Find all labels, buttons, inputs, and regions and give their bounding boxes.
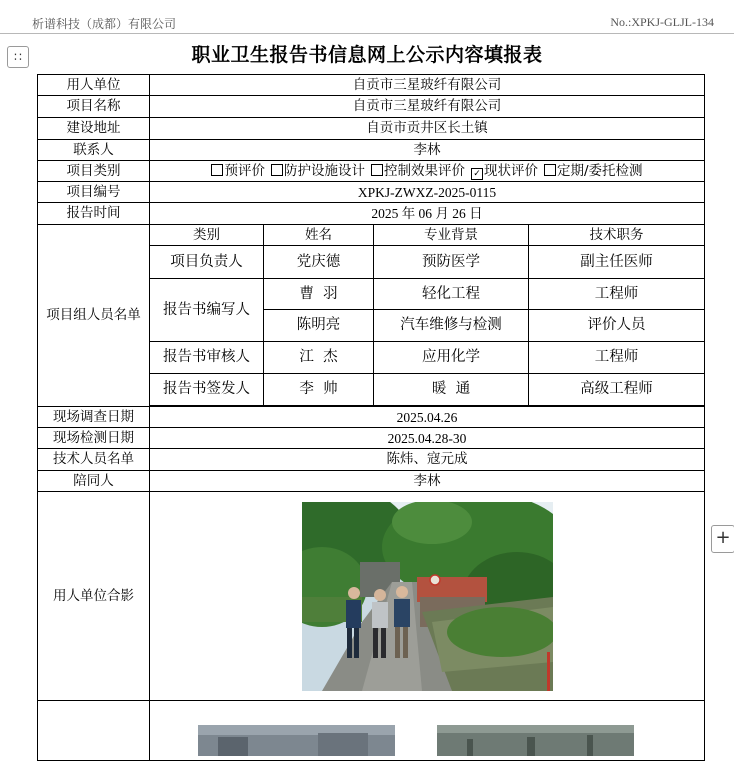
row-project-name bbox=[38, 96, 705, 118]
page-title: 职业卫生报告书信息网上公示内容填报表 bbox=[191, 44, 543, 66]
member-background[interactable]: 应用化学 bbox=[374, 342, 529, 374]
group-photo-label: 用人单位合影 bbox=[38, 492, 150, 701]
row-companion bbox=[38, 471, 705, 492]
member-category: 项目负责人 bbox=[150, 246, 264, 279]
type-option[interactable]: 定期/委托检测 bbox=[544, 163, 643, 180]
table-move-handle-icon[interactable]: ∷ bbox=[7, 46, 29, 68]
row-project-no bbox=[38, 182, 705, 203]
checkbox-icon[interactable] bbox=[544, 164, 556, 176]
member-background[interactable]: 轻化工程 bbox=[374, 279, 529, 310]
member-title[interactable]: 工程师 bbox=[529, 342, 705, 374]
test-date-label: 现场检测日期 bbox=[38, 428, 150, 449]
member-background[interactable]: 汽车维修与检测 bbox=[374, 310, 529, 342]
row-contact bbox=[38, 140, 705, 161]
project-type-label: 项目类别 bbox=[38, 161, 150, 182]
test-date-value[interactable]: 2025.04.28-30 bbox=[150, 428, 705, 449]
technicians-value[interactable]: 陈炜、寇元成 bbox=[150, 449, 705, 471]
survey-date-value[interactable]: 2025.04.26 bbox=[150, 407, 705, 428]
member-name[interactable]: 党庆德 bbox=[264, 246, 374, 279]
survey-date-label: 现场调查日期 bbox=[38, 407, 150, 428]
members-header-background: 专业背景 bbox=[374, 225, 529, 246]
member-title[interactable]: 副主任医师 bbox=[529, 246, 705, 279]
member-background[interactable]: 预防医学 bbox=[374, 246, 529, 279]
checkbox-icon[interactable] bbox=[271, 164, 283, 176]
member-name[interactable]: 曹 羽 bbox=[264, 279, 374, 310]
header-divider bbox=[0, 33, 734, 34]
type-option[interactable]: 控制效果评价 bbox=[371, 163, 465, 180]
header-company: 析谱科技（成都）有限公司 bbox=[32, 17, 177, 31]
site-address-value[interactable]: 自贡市贡井区长土镇 bbox=[150, 118, 705, 140]
row-report-time bbox=[38, 203, 705, 225]
member-name[interactable]: 陈明亮 bbox=[264, 310, 374, 342]
members-header-name: 姓名 bbox=[264, 225, 374, 246]
employer-label: 用人单位 bbox=[38, 75, 150, 96]
site-photo-1[interactable] bbox=[198, 725, 395, 756]
members-header-row bbox=[38, 225, 705, 246]
member-title[interactable]: 高级工程师 bbox=[529, 374, 705, 406]
member-title[interactable]: 评价人员 bbox=[529, 310, 705, 342]
report-time-label: 报告时间 bbox=[38, 203, 150, 225]
group-photo-image[interactable] bbox=[302, 502, 553, 691]
info-table bbox=[37, 74, 705, 761]
add-row-icon[interactable]: + bbox=[711, 525, 734, 553]
project-name-label: 项目名称 bbox=[38, 96, 150, 118]
member-background[interactable]: 暖 通 bbox=[374, 374, 529, 406]
members-header-title: 技术职务 bbox=[529, 225, 705, 246]
type-option[interactable]: ✓ 现状评价 bbox=[471, 163, 538, 180]
row-site-address bbox=[38, 118, 705, 140]
row-project-type bbox=[38, 161, 705, 182]
members-label: 项目组人员名单 bbox=[38, 225, 150, 407]
row-survey-date bbox=[38, 407, 705, 428]
member-category: 报告书签发人 bbox=[150, 374, 264, 406]
row-test-date bbox=[38, 428, 705, 449]
members-header-category: 类别 bbox=[150, 225, 264, 246]
type-option[interactable]: 防护设施设计 bbox=[271, 163, 365, 180]
checkbox-checked-icon[interactable]: ✓ bbox=[471, 168, 483, 180]
project-no-value[interactable]: XPKJ-ZWXZ-2025-0115 bbox=[150, 182, 705, 203]
project-type-options bbox=[150, 161, 705, 182]
contact-value[interactable]: 李林 bbox=[150, 140, 705, 161]
member-category: 报告书编写人 bbox=[150, 279, 264, 342]
project-name-value[interactable]: 自贡市三星玻纤有限公司 bbox=[150, 96, 705, 118]
companion-value[interactable]: 李林 bbox=[150, 471, 705, 492]
header-doc-number: No.:XPKJ-GLJL-134 bbox=[610, 15, 714, 29]
site-photo-2[interactable] bbox=[437, 725, 634, 756]
report-time-value[interactable]: 2025 年 06 月 26 日 bbox=[150, 203, 705, 225]
technicians-label: 技术人员名单 bbox=[38, 449, 150, 471]
member-name[interactable]: 李 帅 bbox=[264, 374, 374, 406]
row-technicians bbox=[38, 449, 705, 471]
type-option[interactable]: 预评价 bbox=[211, 163, 265, 180]
row-employer bbox=[38, 75, 705, 96]
employer-value[interactable]: 自贡市三星玻纤有限公司 bbox=[150, 75, 705, 96]
companion-label: 陪同人 bbox=[38, 471, 150, 492]
member-category: 报告书审核人 bbox=[150, 342, 264, 374]
member-title[interactable]: 工程师 bbox=[529, 279, 705, 310]
checkbox-icon[interactable] bbox=[211, 164, 223, 176]
checkbox-icon[interactable] bbox=[371, 164, 383, 176]
project-no-label: 项目编号 bbox=[38, 182, 150, 203]
more-photos-label bbox=[38, 701, 150, 761]
row-group-photo bbox=[38, 492, 705, 701]
contact-label: 联系人 bbox=[38, 140, 150, 161]
member-name[interactable]: 江 杰 bbox=[264, 342, 374, 374]
site-address-label: 建设地址 bbox=[38, 118, 150, 140]
group-photo-cell bbox=[150, 492, 705, 701]
